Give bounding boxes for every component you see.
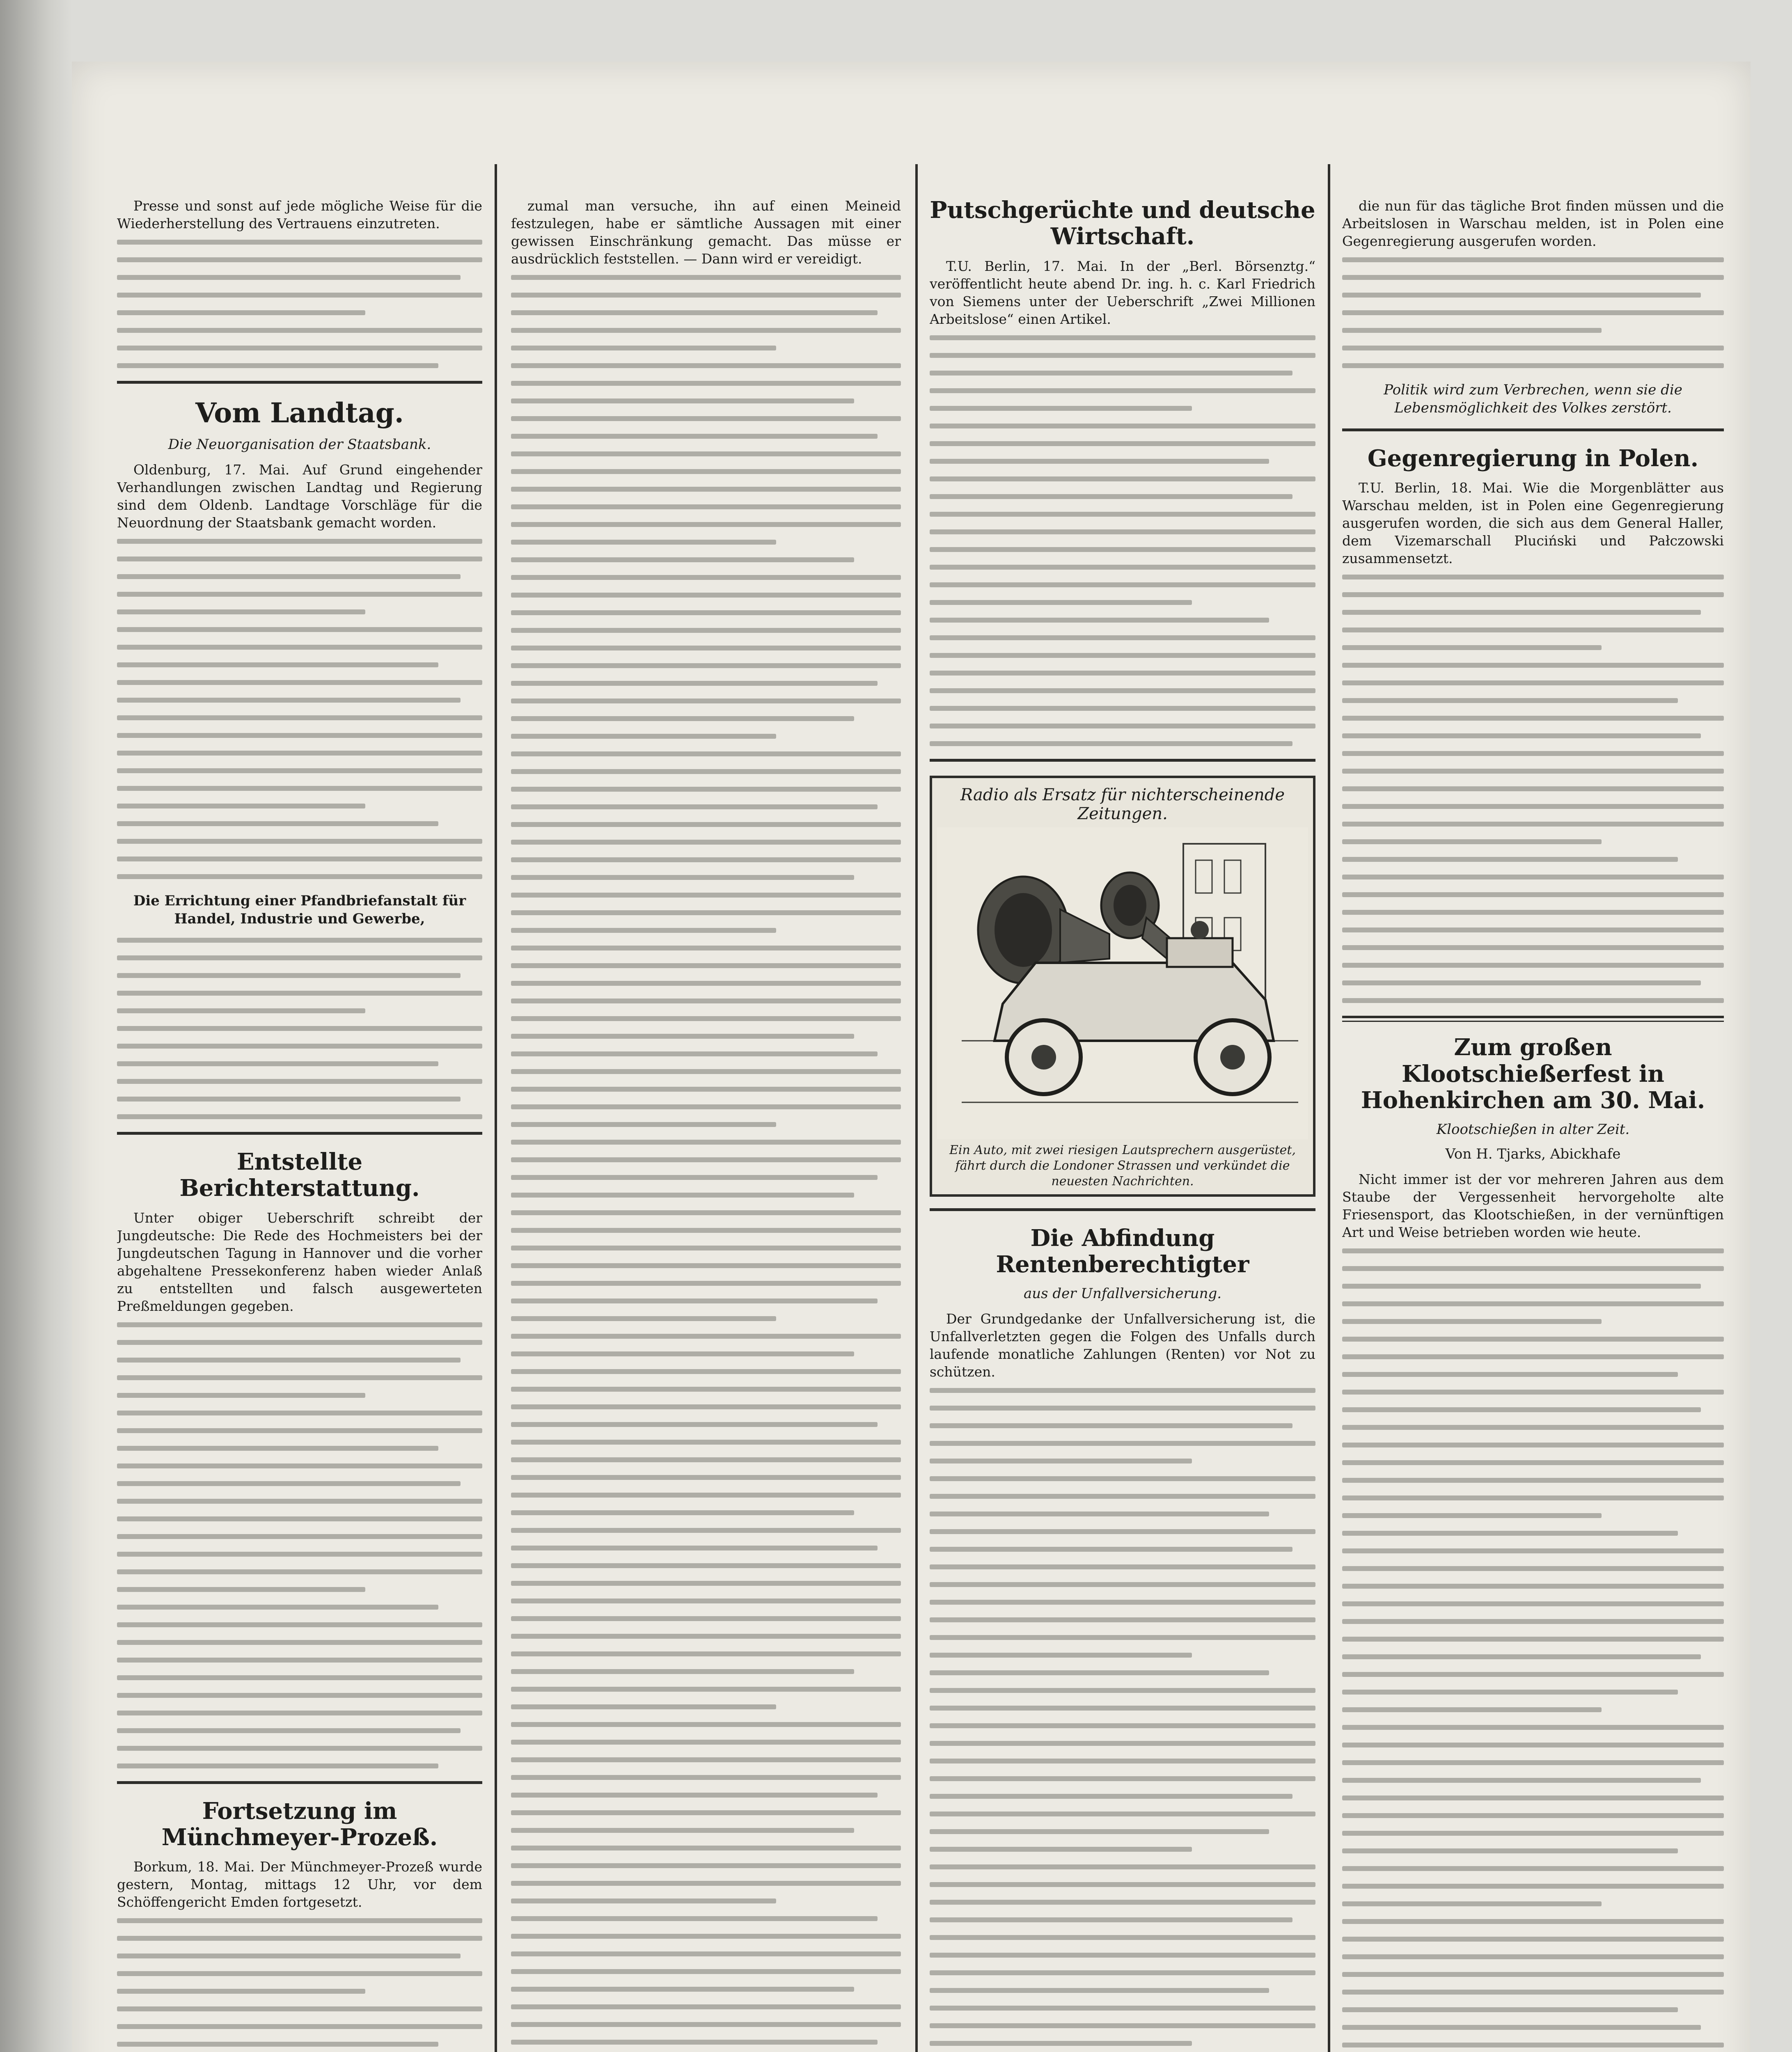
article-divider (117, 381, 482, 384)
article-text-lines (930, 1388, 1315, 2052)
newspaper-page (72, 62, 1751, 2052)
article-text-lines (117, 1322, 482, 1768)
article-divider (930, 759, 1315, 762)
article-text-lines (1342, 575, 1724, 1003)
lead-abfindung: Der Grundgedanke der Unfallversicherung ist, die Unfallverletzten gegen die Folgen des Unfalls durch laufende monatliche Zahlungen (Renten) vor Not zu schützen. (930, 1310, 1315, 1380)
article-putsch (930, 197, 1315, 746)
headline-prozess: Fortsetzung im Münchmeyer-Prozeß. (161, 1797, 438, 1851)
column-3 (930, 197, 1315, 2052)
illustration-caption: Ein Auto, mit zwei riesigen Lautsprechern ausgerüstet, fährt durch die Londoner Strassen und verkündet die neuesten Nachrichten. (949, 1143, 1296, 1189)
column-4 (1342, 197, 1724, 2052)
headline-abfindung: Die Abfindung Rentenberechtigter (996, 1224, 1249, 1278)
article-text-lines (117, 938, 482, 1119)
headline-landtag: Vom Landtag. (195, 397, 404, 429)
subhead-kloot: Klootschießen in alter Zeit. (1436, 1121, 1630, 1138)
article-text-lines (1342, 257, 1724, 368)
headline-kloot: Zum großen Klootschießerfest in Hohenkirchen am 30. Mai. (1361, 1034, 1705, 1114)
subhead-abfindung: aus der Unfallversicherung. (1023, 1285, 1222, 1302)
article-berichterstattung (117, 1149, 482, 1768)
article-divider (1342, 1016, 1724, 1022)
article-text-lines (117, 1918, 482, 2052)
illustration-title: Radio als Ersatz für nichterscheinende Zeitungen. (960, 785, 1285, 823)
col1-intro: Presse und sonst auf jede mögliche Weise für die Wiederherstellung des Vertrauens einzutreten. (117, 198, 482, 231)
note-politik: Politik wird zum Verbrechen, wenn sie die Lebensmöglichkeit des Volkes zerstört. (1384, 382, 1682, 416)
article-divider (117, 1781, 482, 1784)
lead-berichterstattung: Unter obiger Ueberschrift schreibt der Jungdeutsche: Die Rede des Hochmeisters bei der Jungdeutschen Tagung in Hannover und die vorher abgehaltene Pressekonferenz haben wieder Anlaß zu entstellten und falsch ausgewerteten Preßmeldungen gegeben. (117, 1209, 482, 1314)
car-loudspeaker-drawing (937, 827, 1308, 1139)
column-rule (495, 164, 497, 2052)
article-text-lines (117, 240, 482, 368)
article-abfindung (930, 1225, 1315, 2052)
article-divider (930, 1208, 1315, 1211)
article-kloot (1342, 1034, 1724, 2052)
lead-polen: T.U. Berlin, 18. Mai. Wie die Morgenblätter aus Warschau melden, ist in Polen eine Gegenregierung ausgerufen worden, die sich aus dem General Haller, dem Vizemarschall Pluciński und Pałczowski zusammensetzt. (1342, 480, 1724, 567)
article-text-lines (930, 335, 1315, 746)
article-divider (117, 1132, 482, 1135)
col2-lead: zumal man versuche, ihn auf einen Meineid festzulegen, habe er sämtliche Aussagen mit einer gewissen Einschränkung gemacht. Das müsse er ausdrücklich feststellen. — Dann wird er vereidigt. (511, 198, 901, 267)
article-landtag (117, 398, 482, 1119)
headline-berichterstattung: Entstellte Berichterstattung. (179, 1148, 420, 1202)
col4-intro: die nun für das tägliche Brot finden müssen und die Arbeitslosen in Warschau melden, ist in Polen eine Gegenregierung ausgerufen worden. (1342, 198, 1724, 249)
note-pfandbriefanstalt: Die Errichtung einer Pfandbriefanstalt für Handel, Industrie und Gewerbe, (133, 892, 466, 927)
headline-polen: Gegenregierung in Polen. (1367, 445, 1699, 472)
column-1 (117, 197, 482, 2052)
article-text-lines (1342, 1248, 1724, 2052)
lead-prozess: Borkum, 18. Mai. Der Münchmeyer-Prozeß wurde gestern, Montag, mittags 12 Uhr, vor dem Schöffengericht Emden fortgesetzt. (117, 1859, 482, 1910)
byline-kloot: Von H. Tjarks, Abickhafe (1445, 1145, 1621, 1162)
lead-landtag: Oldenburg, 17. Mai. Auf Grund eingehender Verhandlungen zwischen Landtag und Regierung sind dem Oldenb. Landtage Vorschläge für die Neuordnung der Staatsbank gemacht worden. (117, 461, 482, 531)
headline-putsch: Putschgerüchte und deutsche Wirtschaft. (930, 197, 1315, 250)
lead-putsch: T.U. Berlin, 17. Mai. In der „Berl. Börsenztg.“ veröffentlicht heute abend Dr. ing. h. c. Karl Friedrich von Siemens unter der Ueberschrift „Zwei Millionen Arbeitslose“ einen Artikel. (930, 258, 1315, 327)
lead-kloot: Nicht immer ist der vor mehreren Jahren aus dem Staube der Vergessenheit hervorgeholte alte Friesensport, das Klootschießen, in der vernünftigen Art und Weise betrieben worden wie heute. (1342, 1171, 1724, 1240)
binding-edge-shadow (0, 0, 72, 2052)
column-rule (1328, 164, 1330, 2052)
article-text-lines (117, 539, 482, 879)
radio-car-illustration (930, 776, 1315, 1197)
article-polen (1342, 445, 1724, 1003)
subhead-landtag: Die Neuorganisation der Staatsbank. (168, 436, 431, 453)
column-2 (511, 197, 901, 2052)
article-divider (1342, 428, 1724, 431)
article-text-lines (511, 275, 901, 2052)
column-rule (915, 164, 918, 2052)
article-prozess (117, 1798, 482, 2052)
